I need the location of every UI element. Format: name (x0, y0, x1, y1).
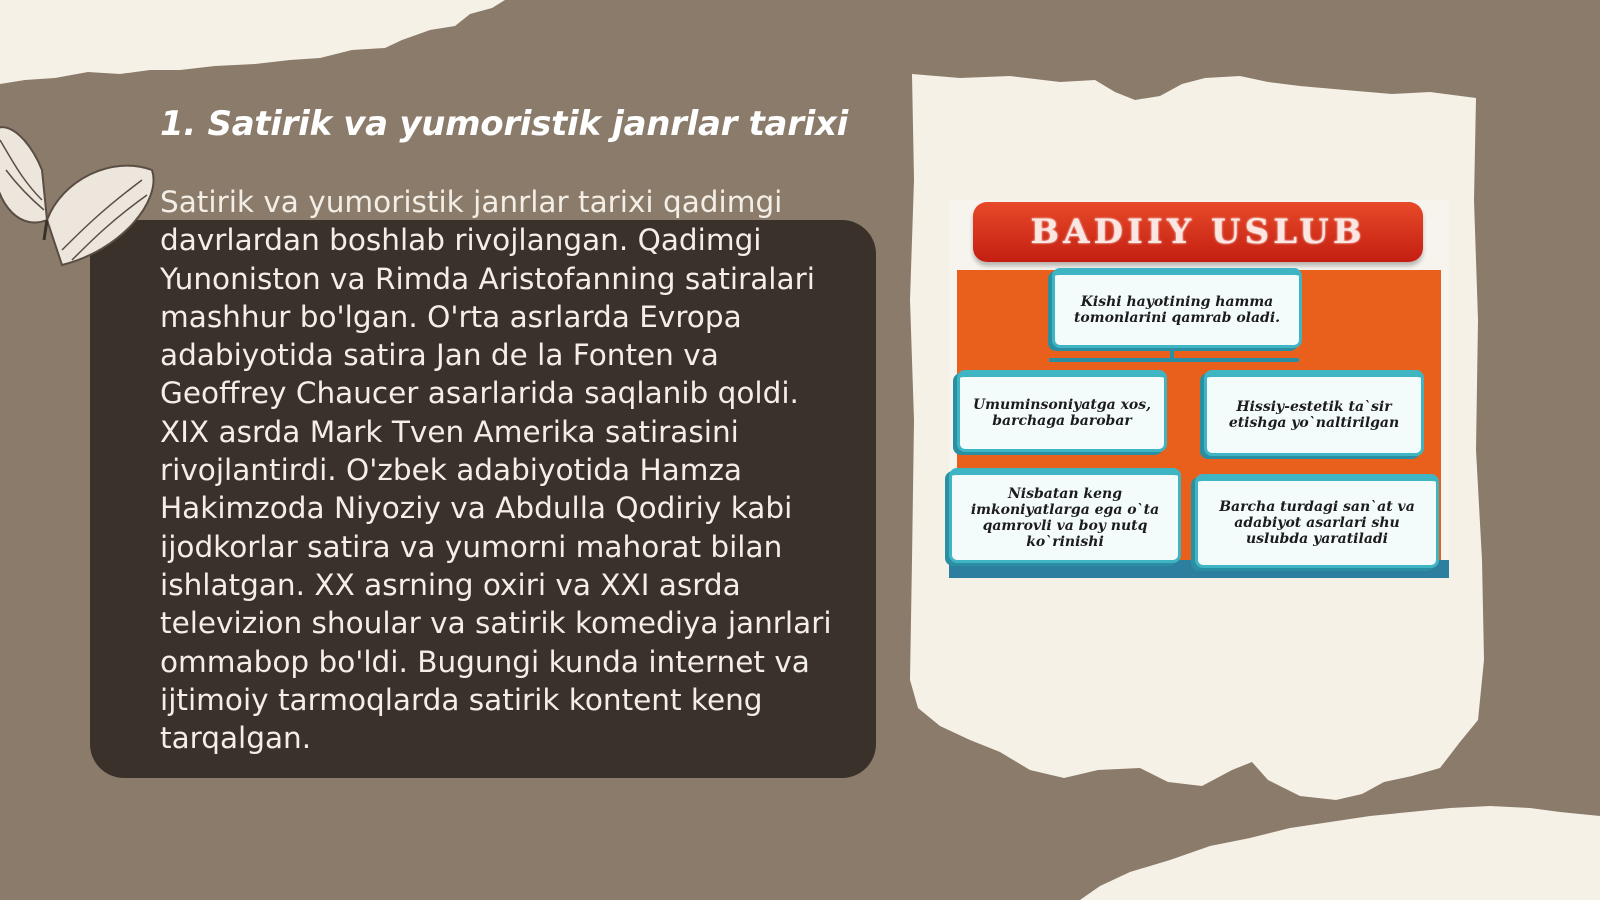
slide-title: 1. Satirik va yumoristik janrlar tarixi (160, 104, 849, 144)
slide-body-text: Satirik va yumoristik janrlar tarixi qadimgi davrlardan boshlab rivojlangan. Qadimgi Yunoniston va Rimda Aristofanning satiralari mashhur bo'lgan. O'rta asrlarda Evropa adabiyotida satira Jan de la Fonten va Geoffrey Chaucer asarlarida saqlanib qoldi. XIX asrda Mark Tven Amerika satirasini rivojlantirdi. O'zbek adabiyotida Hamza Hakimzoda Niyoziy va Abdulla Qodiriy kabi ijodkorlar satira va yumorni mahorat bilan ishlatgan. XX asrning oxiri va XXI asrda televizion shoular va satirik komediya janrlari ommabop bo'ldi. Bugungi kunda internet va ijtimoiy tarmoqlarda satirik kontent keng tarqalgan. (160, 185, 832, 756)
butterfly-icon (0, 100, 162, 280)
badiiy-uslub-diagram (949, 200, 1449, 578)
node-middle-right: Hissiy-estetik ta`sir etishga yo`naltirilgan (1204, 370, 1424, 456)
torn-paper-top-left (0, 0, 505, 84)
diagram-banner: BADIIY USLUB (973, 202, 1423, 262)
node-top: Kishi hayotining hamma tomonlarini qamrab oladi. (1052, 268, 1302, 348)
node-middle-left: Umuminsoniyatga xos, barchaga barobar (957, 370, 1167, 452)
node-bottom-left: Nisbatan keng imkoniyatlarga ega o`ta qamrovli va boy nutq ko`rinishi (949, 468, 1181, 563)
torn-paper-bottom-right (1080, 806, 1600, 900)
connector-horizontal (1049, 358, 1299, 362)
node-bottom-right: Barcha turdagi san`at va adabiyot asarlari shu uslubda yaratiladi (1195, 474, 1439, 568)
